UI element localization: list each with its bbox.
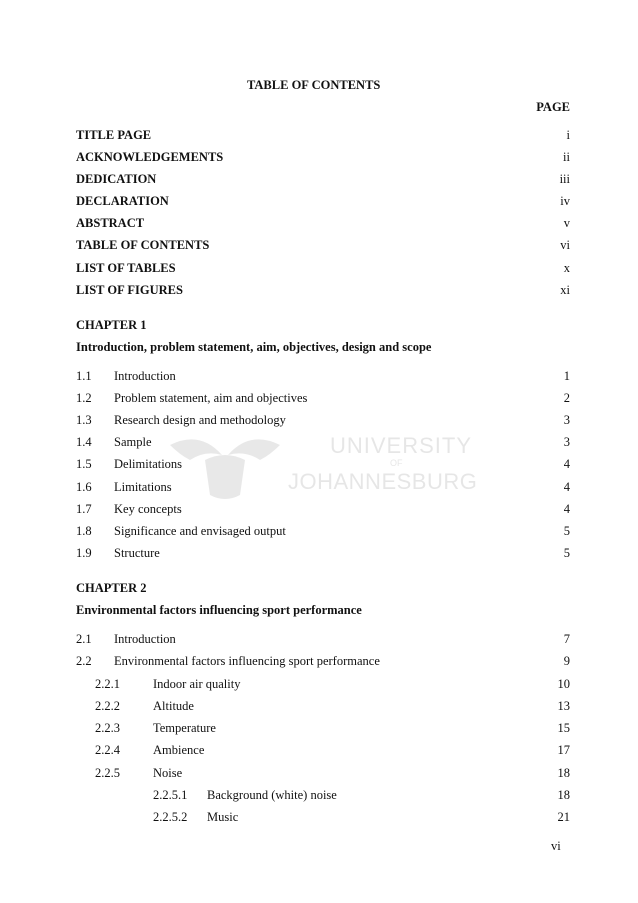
section-number: 1.5 [76, 457, 92, 471]
section-number: 1.9 [76, 546, 92, 560]
section-title: Problem statement, aim and objectives [114, 391, 308, 405]
section-number: 1.8 [76, 524, 92, 538]
section-title: Research design and methodology [114, 413, 286, 427]
toc-entry-page: iii [559, 172, 570, 186]
chapter-label: CHAPTER 1 [76, 318, 147, 332]
section-number: 2.1 [76, 632, 92, 646]
toc-entry-page: ii [563, 150, 570, 164]
section-page: 1 [563, 369, 570, 383]
subsection-title: Noise [153, 766, 183, 780]
subsubsection-number: 2.2.5.2 [153, 810, 188, 824]
section-title: Key concepts [114, 502, 182, 516]
subsection-title: Altitude [153, 699, 194, 713]
subsection-number: 2.2.4 [95, 743, 120, 757]
subsubsection-number: 2.2.5.1 [153, 788, 188, 802]
toc-entry-page: i [566, 128, 570, 142]
section-page: 7 [563, 632, 570, 646]
chapter-title: Environmental factors influencing sport performance [76, 603, 362, 617]
chapter-title: Introduction, problem statement, aim, objectives, design and scope [76, 340, 432, 354]
section-title: Introduction [114, 632, 176, 646]
toc-entry-title: ACKNOWLEDGEMENTS [76, 150, 224, 164]
subsubsection-page: 18 [557, 788, 570, 802]
toc-entry-title: LIST OF FIGURES [76, 283, 183, 297]
footer-page-number: vi [551, 839, 561, 853]
section-page: 4 [563, 457, 570, 471]
toc-entry-page: vi [560, 238, 570, 252]
subsection-number: 2.2.2 [95, 699, 120, 713]
subsection-title: Ambience [153, 743, 205, 757]
section-number: 1.7 [76, 502, 92, 516]
subsection-number: 2.2.3 [95, 721, 120, 735]
page-title: TABLE OF CONTENTS [247, 78, 381, 92]
toc-entry-title: TITLE PAGE [76, 128, 152, 142]
section-page: 5 [563, 546, 570, 560]
section-page: 4 [563, 502, 570, 516]
toc-entry-page: v [563, 216, 570, 230]
subsection-page: 13 [557, 699, 570, 713]
subsection-page: 17 [557, 743, 570, 757]
section-number: 1.3 [76, 413, 92, 427]
section-page: 3 [563, 435, 570, 449]
subsection-title: Indoor air quality [153, 677, 241, 691]
section-number: 1.6 [76, 480, 92, 494]
subsubsection-title: Music [207, 810, 239, 824]
subsection-number: 2.2.1 [95, 677, 120, 691]
section-page: 5 [563, 524, 570, 538]
section-page: 2 [563, 391, 570, 405]
toc-entry-page: iv [560, 194, 570, 208]
subsection-page: 15 [557, 721, 570, 735]
subsection-title: Temperature [153, 721, 216, 735]
section-page: 9 [563, 654, 570, 668]
watermark-line2: OF [390, 458, 403, 468]
section-number: 1.1 [76, 369, 92, 383]
section-title: Structure [114, 546, 160, 560]
toc-entry-page: x [563, 261, 570, 275]
watermark-line1: UNIVERSITY [330, 433, 473, 458]
section-number: 1.4 [76, 435, 92, 449]
section-title: Introduction [114, 369, 176, 383]
toc-entry-title: DEDICATION [76, 172, 157, 186]
page-column-header: PAGE [536, 100, 570, 114]
section-page: 3 [563, 413, 570, 427]
section-title: Limitations [114, 480, 172, 494]
section-title: Sample [114, 435, 152, 449]
subsubsection-page: 21 [557, 810, 570, 824]
section-title: Environmental factors influencing sport performance [114, 654, 380, 668]
section-title: Significance and envisaged output [114, 524, 286, 538]
toc-entry-title: TABLE OF CONTENTS [76, 238, 210, 252]
toc-entry-title: DECLARATION [76, 194, 169, 208]
section-number: 2.2 [76, 654, 92, 668]
toc-entry-page: xi [560, 283, 570, 297]
watermark-line3: JOHANNESBURG [288, 469, 478, 494]
subsection-page: 10 [557, 677, 570, 691]
university-watermark [160, 425, 478, 505]
section-title: Delimitations [114, 457, 183, 471]
toc-entry-title: ABSTRACT [76, 216, 145, 230]
section-page: 4 [563, 480, 570, 494]
toc-entry-title: LIST OF TABLES [76, 261, 176, 275]
subsection-number: 2.2.5 [95, 766, 120, 780]
subsubsection-title: Background (white) noise [207, 788, 337, 802]
subsection-page: 18 [557, 766, 570, 780]
section-number: 1.2 [76, 391, 92, 405]
chapter-label: CHAPTER 2 [76, 581, 147, 595]
